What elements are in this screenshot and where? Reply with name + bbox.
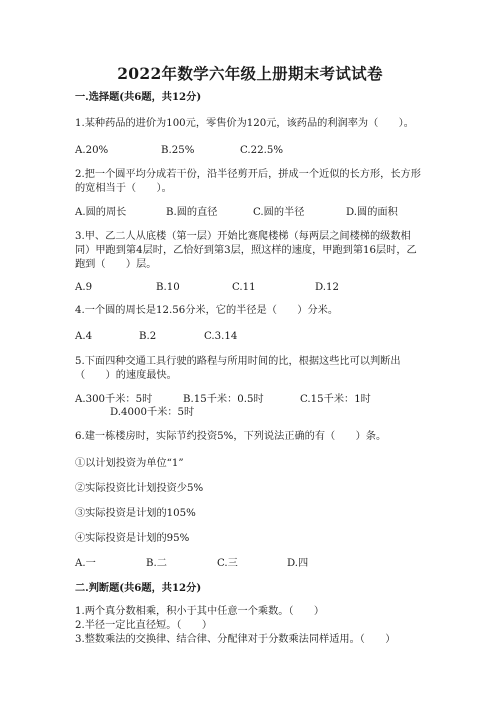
section-heading-choice: 一.选择题(共6题，共12分)	[75, 91, 202, 103]
option-a: A.20%	[75, 145, 109, 156]
option-a: A.一	[75, 558, 96, 569]
option-b: B.圆的直径	[166, 207, 218, 218]
question-1-stem: 1.某种药品的进价为100元，零售价为120元，该药品的利润率为（ ）。	[75, 118, 414, 129]
option-a: A.4	[75, 331, 93, 342]
question-6-options	[75, 557, 495, 571]
question-6-item-3: ③实际投资是计划的105%	[75, 508, 196, 519]
question-6-item-4: ④实际投资是计划的95%	[75, 533, 190, 544]
question-2-stem-line1: 2.把一个圆平均分成若干份，沿半径剪开后，拼成一个近似的长方形，长方形	[75, 169, 421, 180]
question-6-item-2: ②实际投资比计划投资少5%	[75, 483, 204, 494]
question-3-stem-line3: 跑到（ ）层。	[75, 259, 157, 270]
question-5-options	[75, 393, 495, 407]
option-c: C.15千米：1时	[300, 394, 371, 405]
question-2-stem-line2: 的宽相当于（ ）。	[75, 183, 172, 194]
option-b: B.15千米：0.5时	[183, 394, 264, 405]
question-4-stem: 4.一个圆的周长是12.56分米，它的半径是（ ）分米。	[75, 305, 339, 316]
option-d: D.12	[315, 282, 340, 293]
option-b: B.25%	[161, 145, 195, 156]
option-a: A.圆的周长	[75, 207, 127, 218]
judge-question-2: 2.半径一定比直径短。（ ）	[75, 620, 213, 631]
option-d: D.四	[287, 558, 309, 569]
option-c: C.圆的半径	[253, 207, 305, 218]
option-d: D.4000千米：5时	[110, 407, 195, 418]
option-b: B.10	[156, 282, 180, 293]
question-3-options	[75, 281, 495, 295]
option-c: C.22.5%	[240, 145, 284, 156]
question-5-stem-line1: 5.下面四种交通工具行驶的路程与所用时间的比，根据这些比可以判断出	[75, 356, 401, 367]
question-3-stem-line1: 3.甲、乙二人从底楼（第一层）开始比赛爬楼梯（每两层之间楼梯的级数相	[75, 231, 411, 242]
question-2-options	[75, 206, 495, 220]
option-a: A.9	[75, 282, 93, 293]
option-b: B.二	[146, 558, 167, 569]
question-3-stem-line2: 同）甲跑到第4层时，乙恰好到第3层，照这样的速度，甲跑到第16层时，乙	[75, 245, 417, 256]
option-c: C.11	[232, 282, 256, 293]
judge-question-1: 1.两个真分数相乘，积小于其中任意一个乘数。（ ）	[75, 606, 325, 617]
section-heading-judgment: 二.判断题(共6题，共12分)	[75, 582, 202, 594]
page-title: 2022年数学六年级上册期末考试试卷	[117, 64, 383, 83]
question-4-options	[75, 330, 495, 344]
option-d: D.圆的面积	[346, 207, 398, 218]
question-6-item-1: ①以计划投资为单位“1”	[75, 458, 184, 469]
option-c: C.3.14	[204, 331, 238, 342]
question-5-stem-line2: （ ）的速度最快。	[75, 370, 177, 381]
question-6-stem: 6.建一栋楼房时，实际节约投资5%，下列说法正确的有（ ）条。	[75, 431, 387, 442]
question-1-options	[75, 144, 495, 158]
option-b: B.2	[139, 331, 157, 342]
option-c: C.三	[217, 558, 238, 569]
option-a: A.300千米：5时	[75, 394, 153, 405]
judge-question-3: 3.整数乘法的交换律、结合律、分配律对于分数乘法同样适用。（ ）	[75, 634, 396, 645]
